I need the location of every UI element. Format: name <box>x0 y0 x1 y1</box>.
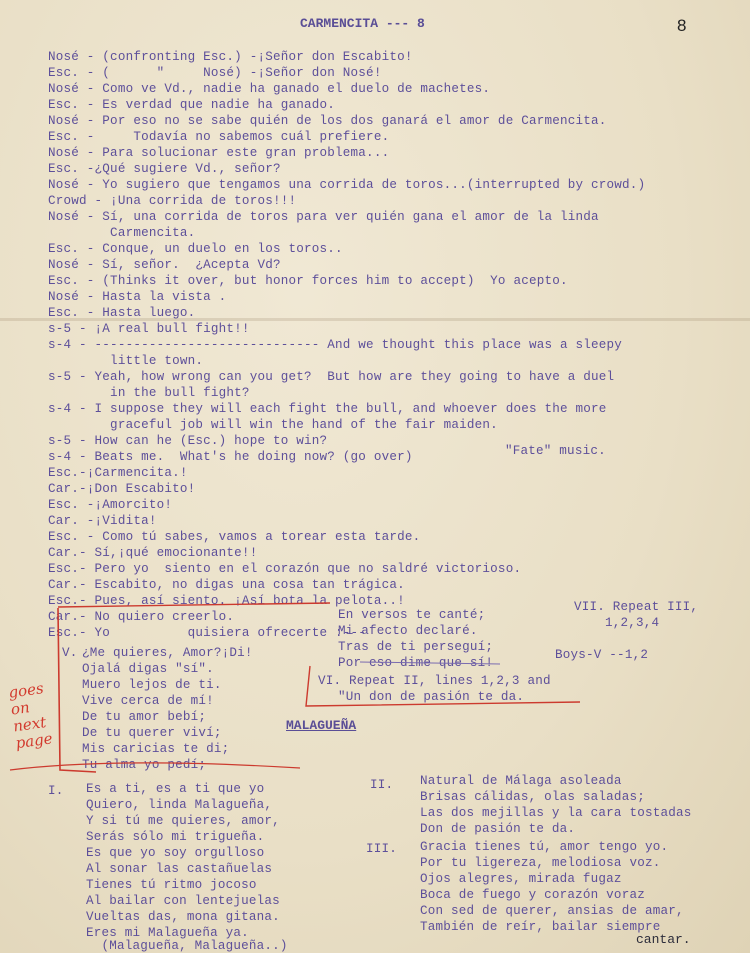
stanza-line: Brisas cálidas, olas saladas; <box>420 790 645 804</box>
stanza-line: Con sed de querer, ansias de amar, <box>420 904 684 918</box>
verse-line: Ojalá digas "sí". <box>82 662 214 676</box>
verse-vii-label: VII. Repeat III, <box>574 600 699 614</box>
verse-line: Mis caricias te di; <box>82 742 230 756</box>
dialogue-line: Esc. - Es verdad que nadie ha ganado. <box>48 98 336 112</box>
verse-vi-line: "Un don de pasión te da. <box>338 690 525 704</box>
dialogue-line: Esc. - ( " Nosé) -¡Señor don Nosé! <box>48 66 382 80</box>
dialogue-line: Car.-¡Don Escabito! <box>48 482 196 496</box>
stanza-iii-label: III. <box>366 842 398 856</box>
dialogue-line: Nosé - Hasta la vista . <box>48 290 227 304</box>
verse-line: De tu querer viví; <box>82 726 222 740</box>
dialogue-line: Nosé - (confronting Esc.) -¡Señor don Escabito! <box>48 50 413 64</box>
dialogue-line: s-5 - ¡A real bull fight!! <box>48 322 250 336</box>
dialogue-line: Nosé - Para solucionar este gran problema... <box>48 146 390 160</box>
boys-note: Boys-V --1,2 <box>555 648 649 662</box>
fate-music-note: "Fate" music. <box>505 444 606 458</box>
stanza-line: Vueltas das, mona gitana. <box>86 910 280 924</box>
stanza-line: Natural de Málaga asoleada <box>420 774 622 788</box>
stanza-last-word: cantar. <box>636 932 691 947</box>
dialogue-line: s-4 - I suppose they will each fight the bull, and whoever does the more <box>48 402 607 416</box>
dialogue-line: Esc. - Como tú sabes, vamos a torear esta tarde. <box>48 530 421 544</box>
dialogue-line: Nosé - Yo sugiero que tengamos una corrida de toros...(interrupted by crowd.) <box>48 178 646 192</box>
dialogue-line: Carmencita. <box>48 226 196 240</box>
stanza-line: Boca de fuego y corazón voraz <box>420 888 645 902</box>
stanza-line: Es a ti, es a ti que yo <box>86 782 265 796</box>
stanza-line: Al bailar con lentejuelas <box>86 894 280 908</box>
page-number: 8 <box>677 16 687 35</box>
verse-vii-lines: 1,2,3,4 <box>605 616 660 630</box>
verse-v-label: V. <box>62 646 78 660</box>
dialogue-line: Esc. - Todavía no sabemos cuál prefiere. <box>48 130 390 144</box>
dialogue-line: Esc. - Hasta luego. <box>48 306 196 320</box>
stanza-line: Al sonar las castañuelas <box>86 862 273 876</box>
verse-line: Muero lejos de ti. <box>82 678 222 692</box>
stanza-line: (Malagueña, Malagueña..) <box>86 939 288 953</box>
stanza-line: También de reír, bailar siempre <box>420 920 661 934</box>
verse-vi-label: VI. Repeat II, lines 1,2,3 and <box>318 674 551 688</box>
stanza-i-label: I. <box>48 784 64 798</box>
stanza-line: Por tu ligereza, melodiosa voz. <box>420 856 661 870</box>
dialogue-line: Car.- No quiero creerlo. <box>48 610 235 624</box>
dialogue-line: s-5 - Yeah, how wrong can you get? But how are they going to have a duel <box>48 370 615 384</box>
dialogue-line: Esc.-¡Carmencita.! <box>48 466 188 480</box>
dialogue-line: Nosé - Por eso no se sabe quién de los dos ganará el amor de Carmencita. <box>48 114 607 128</box>
stanza-line: Tienes tú ritmo jocoso <box>86 878 257 892</box>
stanza-line: Gracia tienes tú, amor tengo yo. <box>420 840 669 854</box>
dialogue-line: s-5 - How can he (Esc.) hope to win? <box>48 434 328 448</box>
dialogue-line: Esc. -¡Amorcito! <box>48 498 173 512</box>
verse-line: Vive cerca de mí! <box>82 694 214 708</box>
stanza-line: Las dos mejillas y la cara tostadas <box>420 806 692 820</box>
dialogue-line: Car.- Escabito, no digas una cosa tan trágica. <box>48 578 405 592</box>
stanza-line: Don de pasión te da. <box>420 822 576 836</box>
dialogue-line: Esc. - Conque, un duelo en los toros.. <box>48 242 343 256</box>
verse-line: Mi afecto declaré. <box>338 624 478 638</box>
stanza-line: Es que yo soy orgulloso <box>86 846 265 860</box>
dialogue-line: Crowd - ¡Una corrida de toros!!! <box>48 194 297 208</box>
dialogue-line: Nosé - Sí, una corrida de toros para ver quién gana el amor de la linda <box>48 210 599 224</box>
verse-line: ¿Me quieres, Amor?¡Di! <box>82 646 253 660</box>
stanza-line: Serás sólo mi trigueña. <box>86 830 265 844</box>
stanza-line: Quiero, linda Malagueña, <box>86 798 273 812</box>
margin-note: goes on next page <box>7 679 54 753</box>
verse-line: Por eso dime que sí! <box>338 656 494 670</box>
page-title: CARMENCITA --- 8 <box>300 16 425 31</box>
dialogue-line: Esc. - (Thinks it over, but honor forces him to accept) Yo acepto. <box>48 274 568 288</box>
verse-line: En versos te canté; <box>338 608 486 622</box>
stanza-line: Eres mi Malagueña ya. <box>86 926 249 940</box>
dialogue-line: Nosé - Sí, señor. ¿Acepta Vd? <box>48 258 281 272</box>
stanza-line: Ojos alegres, mirada fugaz <box>420 872 622 886</box>
stanza-line: Y si tú me quieres, amor, <box>86 814 280 828</box>
dialogue-line: Car. -¡Vidita! <box>48 514 157 528</box>
verse-line: Tras de ti perseguí; <box>338 640 494 654</box>
dialogue-line: s-4 - Beats me. What's he doing now? (go over) <box>48 450 413 464</box>
dialogue-line: Esc.- Pero yo siento en el corazón que no saldré victorioso. <box>48 562 522 576</box>
dialogue-line: Esc.- Yo quisiera ofrecerte :--- <box>48 626 367 640</box>
dialogue-line: Car.- Sí,¡qué emocionante!! <box>48 546 258 560</box>
verse-line: De tu amor bebí; <box>82 710 207 724</box>
stanza-ii-label: II. <box>370 778 394 792</box>
dialogue-line: graceful job will win the hand of the fair maiden. <box>48 418 498 432</box>
verse-line: Tu alma yo pedí; <box>82 758 207 772</box>
dialogue-line: Esc. -¿Qué sugiere Vd., señor? <box>48 162 281 176</box>
dialogue-line: little town. <box>48 354 204 368</box>
dialogue-line: s-4 - ----------------------------- And we thought this place was a sleepy <box>48 338 623 352</box>
dialogue-line: in the bull fight? <box>48 386 250 400</box>
dialogue-line: Esc.- Pues, así siento. ¡Así bota la pelota..! <box>48 594 405 608</box>
dialogue-line: Nosé - Como ve Vd., nadie ha ganado el duelo de machetes. <box>48 82 491 96</box>
song-title: MALAGUEÑA <box>286 718 357 733</box>
